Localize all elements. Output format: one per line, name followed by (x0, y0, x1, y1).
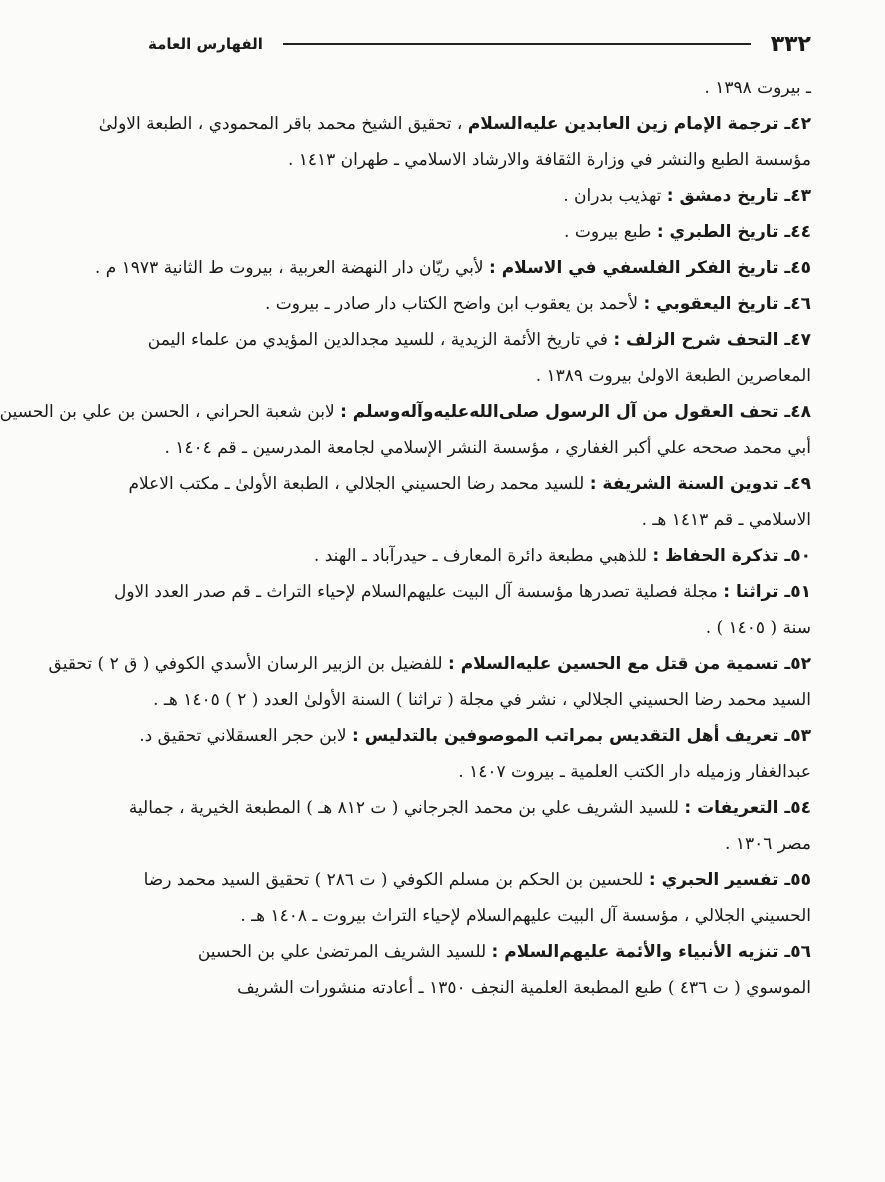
text-line (148, 430, 811, 466)
entry-text: للسيد الشريف المرتضىٰ علي بن الحسين (197, 942, 487, 962)
text-line (148, 502, 811, 538)
text-line (48, 646, 811, 682)
text-line (148, 934, 811, 970)
entry-heading: ٤٨ـ تحف العقول من آل الرسول صلى‌الله‌عليه‌وآله‌وسلم : (340, 402, 811, 422)
entry-heading: ٥١ـ تراثنا : (723, 582, 811, 602)
text-line (148, 286, 811, 322)
text-line (148, 358, 811, 394)
text-line (148, 898, 811, 934)
entry-heading: ٥٠ـ تذكرة الحفاظ : (652, 546, 811, 566)
text-line (0, 394, 811, 430)
entry-text: ، تحقيق الشيخ محمد باقر المحمودي ، الطبعة الاولىٰ (98, 114, 463, 134)
entry-heading: ٤٥ـ تاريخ الفكر الفلسفي في الاسلام : (488, 258, 811, 278)
text-line (148, 70, 811, 106)
text-line (128, 790, 811, 826)
entry-text: للذهبي مطبعة دائرة المعارف ـ حيدرآباد ـ الهند . (313, 546, 648, 566)
entry-text: مجلة فصلية تصدرها مؤسسة آل البيت عليهم‌السلام لإحياء التراث ـ قم صدر العدد الاول (113, 582, 718, 602)
entry-text: للسيد الشريف علي بن محمد الجرجاني ( ت ٨١٢ هـ ) المطبعة الخيرية ، جمالية (128, 798, 679, 818)
entry-text: تهذيب بدران . (563, 186, 662, 206)
entry-heading: ٥٦ـ تنزيه الأنبياء والأئمة عليهم‌السلام : (491, 942, 811, 962)
entry-heading: ٤٤ـ تاريخ الطبري : (656, 222, 811, 242)
entry-text: طبع بيروت . (564, 222, 652, 242)
entry-text: ـ بيروت ١٣٩٨ . (704, 78, 811, 98)
entry-text: الموسوي ( ت ٤٣٦ ) طبع المطبعة العلمية النجف ١٣٥٠ ـ أعادته منشورات الشريف (237, 978, 811, 998)
running-title: الفهارس العامة (148, 35, 263, 53)
entry-text: السيد محمد رضا الحسيني الجلالي ، نشر في مجلة ( تراثنا ) السنة الأولىٰ العدد ( ٢ ) ١٤٠٥ هـ . (153, 690, 811, 710)
page-number: ٣٣٢ (770, 31, 811, 57)
text-line (148, 214, 811, 250)
bibliography-list (0, 70, 811, 1006)
entry-heading: ٤٦ـ تاريخ اليعقوبي : (643, 294, 811, 314)
entry-text: لأحمد بن يعقوب ابن واضح الكتاب دار صادر ـ بيروت . (264, 294, 639, 314)
entry-text: عبدالغفار وزميله دار الكتب العلمية ـ بيروت ١٤٠٧ . (458, 762, 811, 782)
text-line (148, 142, 811, 178)
text-line (148, 826, 811, 862)
entry-heading: ٤٢ـ ترجمة الإمام زين العابدين عليه‌السلام (467, 114, 811, 134)
text-line (143, 862, 811, 898)
entry-text: لابن حجر العسقلاني تحقيق د. (139, 726, 347, 746)
entry-text: في تاريخ الأئمة الزيدية ، للسيد مجدالدين المؤيدي من علماء اليمن (147, 330, 608, 350)
entry-text: المعاصرين الطبعة الاولىٰ بيروت ١٣٨٩ . (535, 366, 811, 386)
header-rule (283, 43, 751, 45)
page-header (148, 28, 811, 60)
text-line (94, 250, 811, 286)
text-line (113, 574, 811, 610)
entry-text: أبي محمد صححه علي أكبر الغفاري ، مؤسسة النشر الإسلامي لجامعة المدرسين ـ قم ١٤٠٤ . (164, 438, 811, 458)
entry-text: سنة ( ١٤٠٥ ) . (705, 618, 811, 638)
text-line (128, 466, 811, 502)
text-line (148, 178, 811, 214)
entry-heading: ٥٤ـ التعريفات : (684, 798, 811, 818)
entry-text: للحسين بن الحكم بن مسلم الكوفي ( ت ٢٨٦ ) تحقيق السيد محمد رضا (143, 870, 644, 890)
entry-heading: ٤٣ـ تاريخ دمشق : (666, 186, 811, 206)
text-line (148, 970, 811, 1006)
entry-heading: ٤٩ـ تدوين السنة الشريفة : (589, 474, 811, 494)
text-line (148, 682, 811, 718)
entry-text: للفضيل بن الزبير الرسان الأسدي الكوفي ( ق ٢ ) تحقيق (48, 654, 443, 674)
text-line (148, 538, 811, 574)
text-line (148, 610, 811, 646)
entry-heading: ٥٥ـ تفسير الحبري : (648, 870, 811, 890)
text-line (139, 718, 811, 754)
entry-text: الحسيني الجلالي ، مؤسسة آل البيت عليهم‌السلام لإحياء التراث بيروت ـ ١٤٠٨ هـ . (240, 906, 811, 926)
entry-text: الاسلامي ـ قم ١٤١٣ هـ . (641, 510, 811, 530)
entry-heading: ٤٧ـ التحف شرح الزلف : (613, 330, 811, 350)
entry-heading: ٥٣ـ تعريف أهل التقديس بمراتب الموصوفين بالتدليس : (352, 726, 811, 746)
entry-text: مصر ١٣٠٦ . (725, 834, 811, 854)
entry-text: لأبي ريّان دار النهضة العربية ، بيروت ط الثانية ١٩٧٣ م . (94, 258, 484, 278)
text-line (98, 106, 811, 142)
text-line (148, 322, 811, 358)
entry-text: للسيد محمد رضا الحسيني الجلالي ، الطبعة الأولىٰ ـ مكتب الاعلام (128, 474, 585, 494)
entry-text: مؤسسة الطبع والنشر في وزارة الثقافة والارشاد الاسلامي ـ طهران ١٤١٣ . (287, 150, 811, 170)
entry-text: لابن شعبة الحراني ، الحسن بن علي بن الحسين (0, 402, 335, 422)
entry-heading: ٥٢ـ تسمية من قتل مع الحسين عليه‌السلام : (447, 654, 811, 674)
text-line (148, 754, 811, 790)
